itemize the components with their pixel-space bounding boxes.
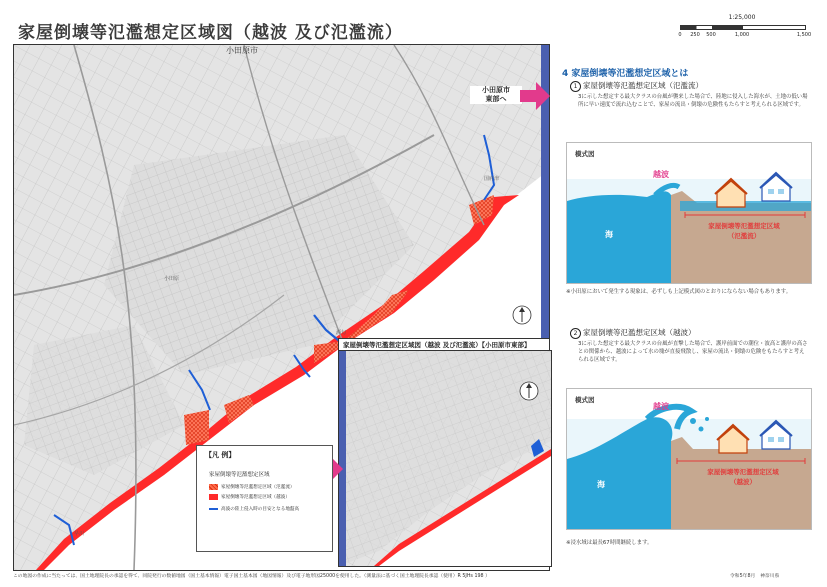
legend-title: 【凡 例】	[205, 451, 236, 459]
subsection-heading-2	[570, 327, 696, 339]
sea-label: 海	[605, 230, 613, 239]
scale-tick: 500	[706, 32, 716, 38]
inset-map-graphic	[339, 351, 551, 566]
legend-label: 高波の陸上侵入時の目安となる地盤高	[221, 507, 300, 512]
subsection-title: 家屋倒壊等氾濫想定区域（越波）	[583, 328, 696, 337]
wave-label: 越波	[653, 170, 669, 179]
city-label: 小田原市	[226, 46, 258, 55]
legend-item	[209, 506, 299, 512]
legend-label: 家屋倒壊等氾濫想定区域（氾濫流）	[221, 485, 295, 490]
legend-swatch-solid	[209, 494, 218, 500]
wave-label: 越波	[653, 402, 669, 411]
zone-sublabel: （氾濫流）	[727, 232, 761, 240]
zone-label: 家屋倒壊等氾濫想定区域	[707, 468, 779, 476]
scale-tick: 250	[690, 32, 700, 38]
inset-map[interactable]	[338, 350, 552, 567]
subsection-body: 3に示した想定する最大クラスの台風が襲来した場合で、陸地に侵入した海水が、土地の低い場所に早い速度で流れ込むことで、家屋の流出・倒壊の危険性もたらすと考えられる区域です。	[578, 94, 808, 108]
note-2: ※浸水域は最長67時間継続します。	[566, 540, 653, 546]
subsection-title: 家屋倒壊等氾濫想定区域（氾濫流）	[583, 81, 703, 90]
east-arrow-icon[interactable]	[520, 82, 550, 110]
zone-label: 家屋倒壊等氾濫想定区域	[708, 222, 780, 230]
scale-tick: 0	[678, 32, 682, 38]
legend-item	[209, 484, 295, 490]
section-heading: 4 家屋倒壊等氾濫想定区域とは	[562, 69, 689, 79]
scale-tick: 1,500	[796, 32, 812, 38]
number-badge: 1	[570, 81, 581, 92]
legend-label: 家屋倒壊等氾濫想定区域（越波）	[221, 495, 290, 500]
scale-bar-graphic	[680, 25, 806, 30]
number-badge: 2	[570, 328, 581, 339]
scale-ratio: 1:25,000	[728, 14, 756, 21]
diagram-graphic	[567, 143, 811, 283]
subsection-heading-1	[570, 80, 703, 92]
diagram-overtopping	[566, 388, 812, 530]
sea-label: 海	[597, 480, 605, 489]
diagram-label: 模式図	[575, 396, 595, 404]
east-area-label: 小田原市 東部へ	[470, 86, 522, 104]
scale-tick: 1,000	[734, 32, 750, 38]
legend-subtitle: 家屋倒壊等氾濫想定区域	[209, 472, 270, 478]
place-label: 酒匂	[336, 330, 347, 336]
inset-title: 家屋倒壊等氾濫想定区域図（越波 及び氾濫流）【小田原市東部】	[338, 338, 550, 351]
scale-bar	[672, 14, 812, 42]
diagram-overflow	[566, 142, 812, 284]
legend-item	[209, 494, 290, 500]
place-label: 小田原	[164, 276, 180, 282]
place-label: 早川	[74, 531, 85, 537]
zone-sublabel: （越波）	[730, 478, 756, 486]
legend-swatch-line	[209, 508, 218, 510]
footer-attribution: この地図の作成に当たっては、国土地理院長の承認を得て、同院発行の数値地図（国土基本情報）電子国土基本図（地図情報）及び電子地形図25000を使用した。（測量法に基づく国土地理院長承認（使用）R 5JHs 198 ）	[13, 574, 490, 579]
place-label: 国府津	[484, 176, 500, 182]
page-title: 家屋倒壊等氾濫想定区域図（越波 及び氾濫流）	[18, 23, 403, 43]
footer-date: 令和5年8月 神奈川県	[730, 574, 780, 579]
legend-swatch-cross	[209, 484, 218, 490]
note-1: ※小田原において発生する現象は、必ずしも上記模式図のとおりにならない場合もあります。	[566, 289, 792, 295]
diagram-label: 模式図	[575, 150, 595, 158]
subsection-body: 3に示した想定する最大クラスの台風が直撃した場合で、護岸前面での潮位・波高と護岸の高さとの関係から、越波によって水の塊が直接飛散し、家屋の流出・倒壊の危険をもたらすと考えられる区域です。	[578, 341, 808, 363]
diagram-graphic	[567, 389, 811, 529]
legend	[196, 445, 333, 552]
